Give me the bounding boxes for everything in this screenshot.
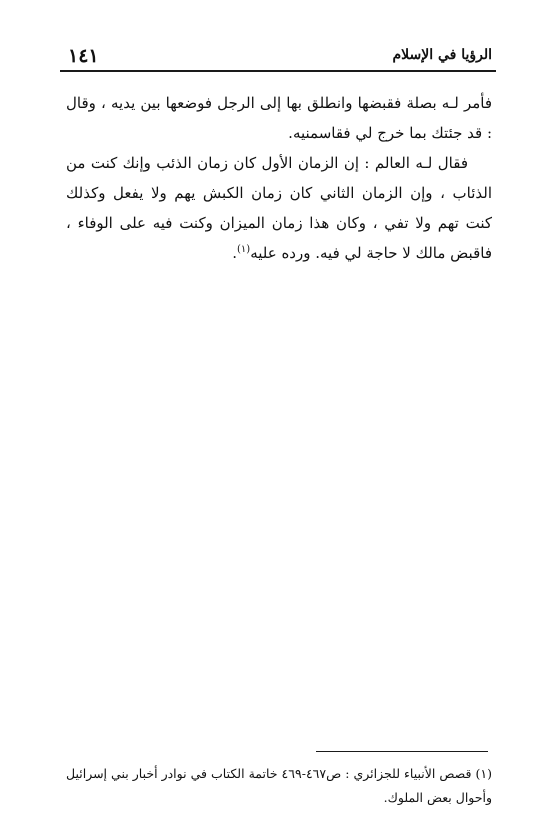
page-header <box>60 42 496 72</box>
paragraph: فأمر لـه بصلة فقبضها وانطلق بها إلى الرجل فوضعها بين يديه ، وقال : قد جئتك بما خرج لي فقاسمنيه. <box>66 94 492 142</box>
page-number: ١٤١ <box>68 45 99 67</box>
footnote: (١) قصص الأنبياء للجزائري : ص٤٦٧-٤٦٩ خاتمة الكتاب في نوادر أخبار بني إسرائيل وأحوال بعض الملوك. <box>66 766 492 805</box>
footnote-separator <box>316 751 488 752</box>
paragraph-text: فقال لـه العالم : إن الزمان الأول كان زمان الذئب وإنك كنت من الذئاب ، وإن الزمان الثاني كان زمان الكبش يهم ولا يفعل وكذلك كنت تهم ولا تفي ، وكان هذا زمان الميزان وكنت فيه على الوفاء ، فاقبض مالك لا حاجة لي فيه. ورده عليه <box>66 154 492 262</box>
body-text <box>66 88 492 268</box>
footnote-reference: (١) <box>237 244 251 255</box>
paragraph: فقال لـه العالم : إن الزمان الأول كان زمان الذئب وإنك كنت من الذئاب ، وإن الزمان الثاني كان زمان الكبش يهم ولا يفعل وكذلك كنت تهم ولا تفي ، وكان هذا زمان الميزان وكنت فيه على الوفاء ، فاقبض مالك لا حاجة لي فيه. ورده عليه$^{(١)}$. <box>66 154 492 262</box>
running-title: الرؤيا في الإسلام <box>392 47 492 63</box>
